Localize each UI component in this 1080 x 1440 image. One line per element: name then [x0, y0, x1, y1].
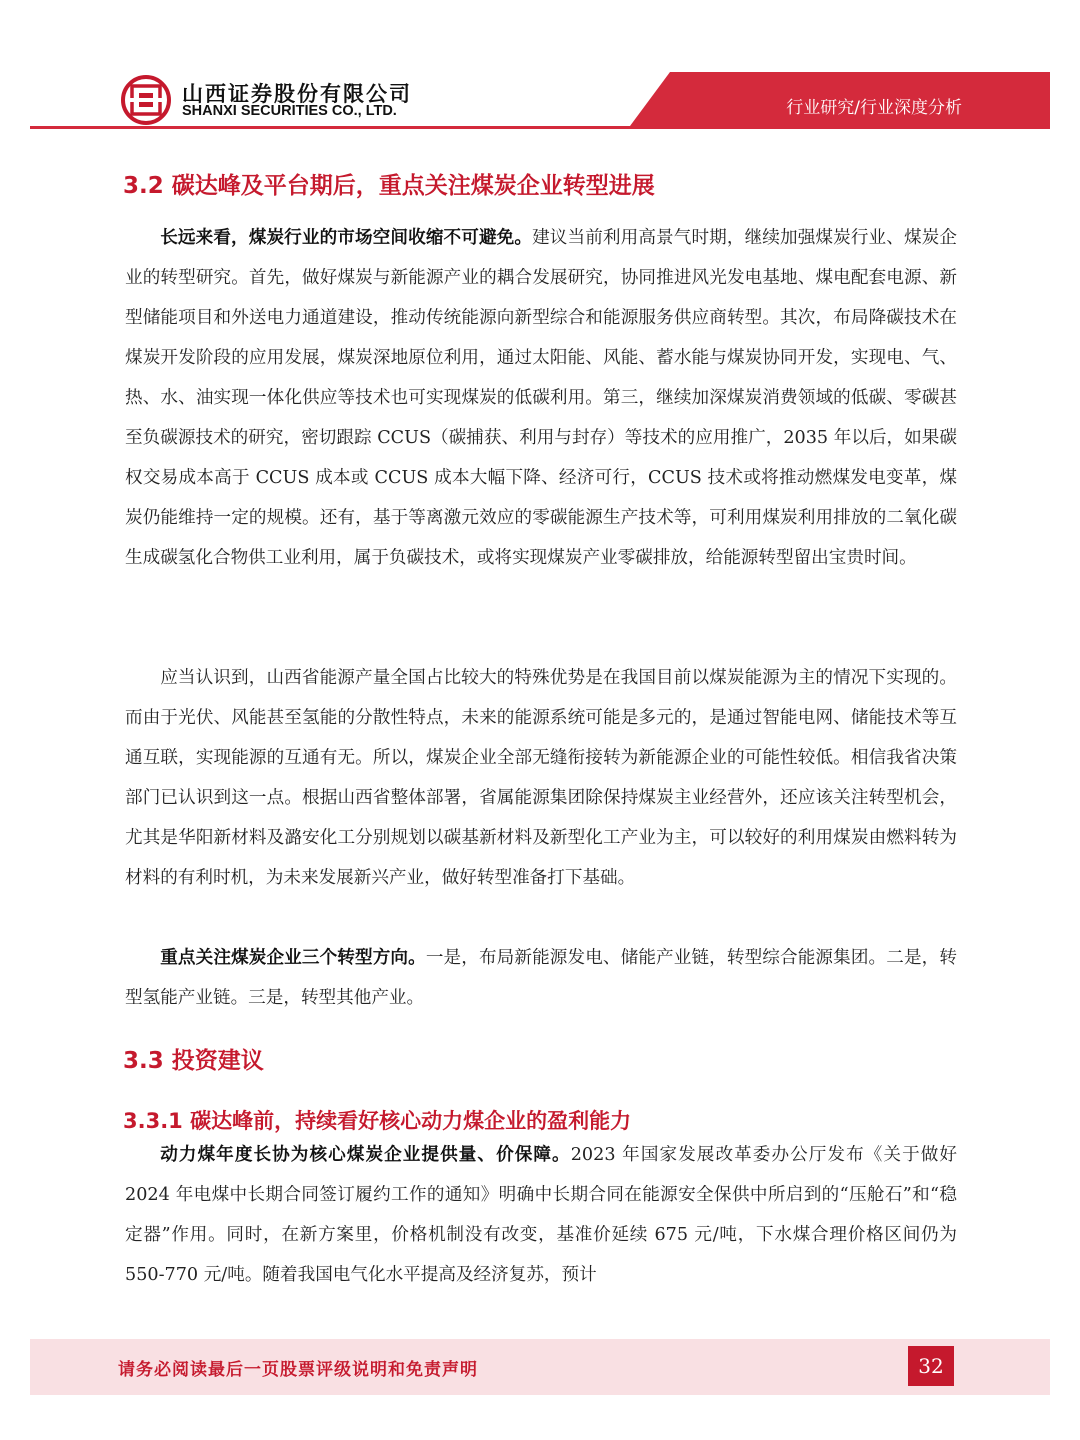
paragraph-lead: 长远来看，煤炭行业的市场空间收缩不可避免。 [160, 228, 533, 248]
paragraph-lead: 重点关注煤炭企业三个转型方向。 [160, 948, 426, 968]
page-header [0, 0, 1080, 135]
report-category: 行业研究/行业深度分析 [786, 98, 962, 118]
section-title-3-3: 3.3 投资建议 [123, 1048, 264, 1074]
section-title-3-2: 3.2 碳达峰及平台期后，重点关注煤炭企业转型进展 [123, 173, 655, 199]
company-name-en: SHANXI SECURITIES CO., LTD. [182, 103, 397, 119]
footer-disclaimer: 请务必阅读最后一页股票评级说明和免责声明 [118, 1360, 478, 1380]
paragraph-3-2-3 [125, 938, 957, 1018]
page-number: 32 [908, 1346, 954, 1386]
paragraph-body: 应当认识到，山西省能源产量全国占比较大的特殊优势是在我国目前以煤炭能源为主的情况下实现的。而由于光伏、风能甚至氢能的分散性特点，未来的能源系统可能是多元的，是通过智能电网、储能技术等互通互联，实现能源的互通有无。所以，煤炭企业全部无缝衔接转为新能源企业的可能性较低。相信我省决策部门已认识到这一点。根据山西省整体部署，省属能源集团除保持煤炭主业经营外，还应该关注转型机会，尤其是华阳新材料及潞安化工分别规划以碳基新材料及新型化工产业为主，可以较好的利用煤炭由燃料转为材料的有利时机，为未来发展新兴产业，做好转型准备打下基础。 [125, 668, 957, 888]
paragraph-3-3-1-1 [125, 1135, 957, 1295]
company-logo-icon [120, 74, 172, 126]
company-name-cn: 山西证券股份有限公司 [182, 82, 412, 106]
paragraph-3-2-1 [125, 218, 957, 578]
paragraph-lead: 动力煤年度长协为核心煤炭企业提供量、价保障。 [160, 1145, 571, 1165]
paragraph-body: 2023 年国家发展改革委办公厅发布《关于做好 2024 年电煤中长期合同签订履约工作的通知》明确中长期合同在能源安全保供中所启到的“压舱石”和“稳定器”作用。同时，在新方案里，价格机制没有改变，基准价延续 675 元/吨，下水煤合理价格区间仍为 550-770 元/吨。随着我国电气化水平提高及经济复苏，预计 [125, 1145, 957, 1285]
paragraph-3-2-2 [125, 658, 957, 898]
paragraph-body: 一是，布局新能源发电、储能产业链，转型综合能源集团。二是，转型氢能产业链。三是，转型其他产业。 [125, 948, 957, 1008]
paragraph-body: 建议当前利用高景气时期，继续加强煤炭行业、煤炭企业的转型研究。首先，做好煤炭与新能源产业的耦合发展研究，协同推进风光发电基地、煤电配套电源、新型储能项目和外送电力通道建设，推动传统能源向新型综合和能源服务供应商转型。其次，布局降碳技术在煤炭开发阶段的应用发展，煤炭深地原位利用，通过太阳能、风能、蓄水能与煤炭协同开发，实现电、气、热、水、油实现一体化供应等技术也可实现煤炭的低碳利用。第三，继续加深煤炭消费领域的低碳、零碳甚至负碳源技术的研究，密切跟踪 CCUS（碳捕获、利用与封存）等技术的应用推广，2035 年以后，如果碳权交易成本高于 CCUS 成本或 CCUS 成本大幅下降、经济可行，CCUS 技术或将推动燃煤发电变革，煤炭仍能维持一定的规模。还有，基于等离激元效应的零碳能源生产技术等，可利用煤炭利用排放的二氧化碳生成碳氢化合物供工业利用，属于负碳技术，或将实现煤炭产业零碳排放，给能源转型留出宝贵时间。 [125, 228, 957, 568]
section-title-3-3-1: 3.3.1 碳达峰前，持续看好核心动力煤企业的盈利能力 [123, 1109, 632, 1133]
header-divider [30, 126, 1050, 129]
